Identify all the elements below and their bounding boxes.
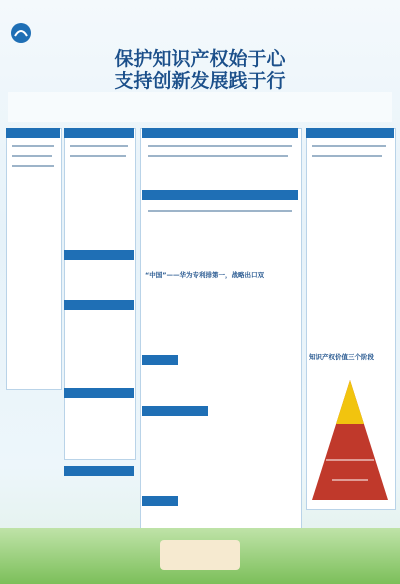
- title-line2: 支持创新发展践于行: [114, 70, 286, 92]
- section-header: [142, 190, 298, 200]
- section-header: [64, 128, 134, 138]
- column-left: [6, 128, 62, 390]
- text-line: [70, 155, 126, 157]
- section-header: [64, 250, 134, 260]
- section-header: [142, 406, 208, 416]
- text-line: [148, 155, 288, 157]
- text-line: [148, 210, 292, 212]
- pyramid-title: 知识产权价值三个阶段: [309, 353, 374, 361]
- section-header: [306, 128, 394, 138]
- section-header: [142, 128, 298, 138]
- text-line: [148, 145, 292, 147]
- text-line: [12, 155, 52, 157]
- text-line: [12, 165, 54, 167]
- section-header: [64, 466, 134, 476]
- title-line1: 保护知识产权始于心: [114, 48, 286, 70]
- text-line: [312, 145, 386, 147]
- section-header: [142, 496, 178, 506]
- section-header: [6, 128, 60, 138]
- column-mid-left: [64, 128, 136, 460]
- emblem-logo: [10, 22, 32, 44]
- column-center: [140, 128, 302, 530]
- open-book-illustration: [160, 540, 240, 570]
- text-line: [70, 145, 128, 147]
- text-line: [12, 145, 54, 147]
- intro-band: [8, 92, 392, 122]
- section-header: [142, 355, 178, 365]
- section-header: [64, 300, 134, 310]
- section-header: [64, 388, 134, 398]
- value-pyramid: [312, 380, 388, 500]
- mid-subhead: “中国”——华为专利排第一，战略出口双: [145, 271, 265, 279]
- text-line: [312, 155, 382, 157]
